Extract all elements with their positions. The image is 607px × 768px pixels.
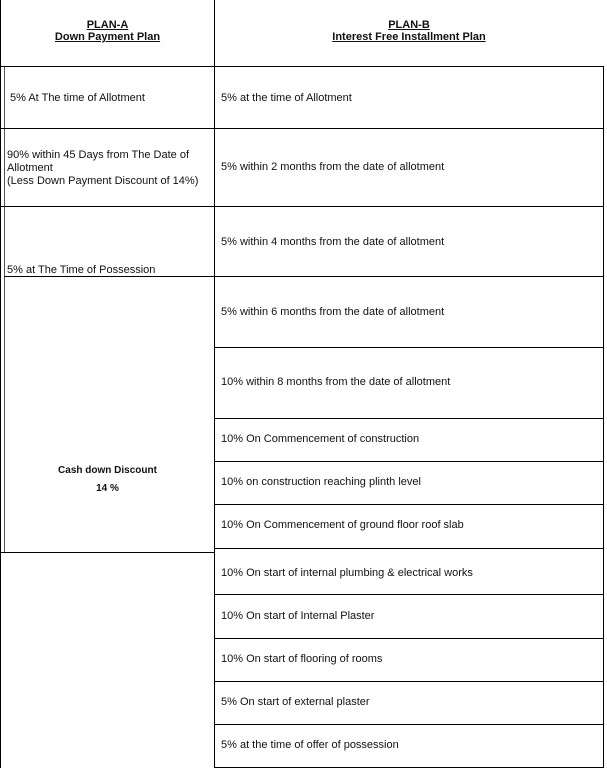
plan-a-row: (Less Down Payment Discount of 14%) [7, 175, 199, 187]
plan-a-header [0, 19, 215, 43]
plan-b-row: 10% On start of Internal Plaster [221, 610, 375, 622]
plan-b-row: 5% at the time of Allotment [221, 92, 352, 104]
plan-b-row: 10% on construction reaching plinth level [221, 476, 421, 488]
plan-a-subtitle: Down Payment Plan [54, 31, 161, 43]
plan-a-row: Allotment [7, 162, 53, 174]
plan-b-rule [214, 66, 604, 67]
plan-b-row: 5% On start of external plaster [221, 696, 370, 708]
plan-b-row: 5% within 6 months from the date of allotment [221, 306, 445, 318]
plan-b-title: PLAN-B [388, 19, 430, 31]
plan-b-rule [214, 418, 604, 419]
plan-a-row: 5% At The time of Allotment [10, 92, 145, 104]
discount-label: Cash down Discount [58, 465, 157, 476]
plan-b-rule [214, 461, 604, 462]
plan-b-row: 10% On Commencement of ground floor roof slab [221, 519, 464, 531]
plan-a-rule [0, 66, 215, 67]
plan-b-subtitle: Interest Free Installment Plan [332, 31, 486, 43]
plan-b-rule [214, 681, 604, 682]
plan-a-rule [0, 128, 215, 129]
plan-b-rule [214, 638, 604, 639]
plan-b-row: 10% On start of internal plumbing & electrical works [221, 567, 473, 579]
plan-b-rule [214, 276, 604, 277]
plan-b-row: 10% within 8 months from the date of allotment [221, 376, 451, 388]
plan-b-header [214, 19, 604, 43]
plan-b-rule [214, 548, 604, 549]
discount-value: 14 % [96, 483, 119, 494]
plan-b-row: 5% at the time of offer of possession [221, 739, 399, 751]
plan-b-rule [214, 724, 604, 725]
plan-b-rule [214, 594, 604, 595]
right-border [603, 66, 604, 768]
cash-down-discount [0, 462, 215, 498]
plan-b-row: 10% On start of flooring of rooms [221, 653, 383, 665]
plan-b-rule [214, 206, 604, 207]
plan-b-row: 10% On Commencement of construction [221, 433, 420, 445]
plan-a-rule [0, 206, 215, 207]
plan-a-title: PLAN-A [86, 19, 129, 31]
plan-a-rule [0, 552, 215, 553]
left-border [0, 0, 1, 768]
plan-b-rule [214, 347, 604, 348]
plan-b-rule [214, 504, 604, 505]
plan-b-row: 5% within 2 months from the date of allotment [221, 161, 445, 173]
plan-a-row: 5% at The Time of Possession [7, 264, 156, 276]
column-divider [214, 0, 215, 768]
plan-b-rule [214, 128, 604, 129]
plan-b-row: 5% within 4 months from the date of allotment [221, 236, 445, 248]
plan-a-row: 90% within 45 Days from The Date of [7, 149, 189, 161]
